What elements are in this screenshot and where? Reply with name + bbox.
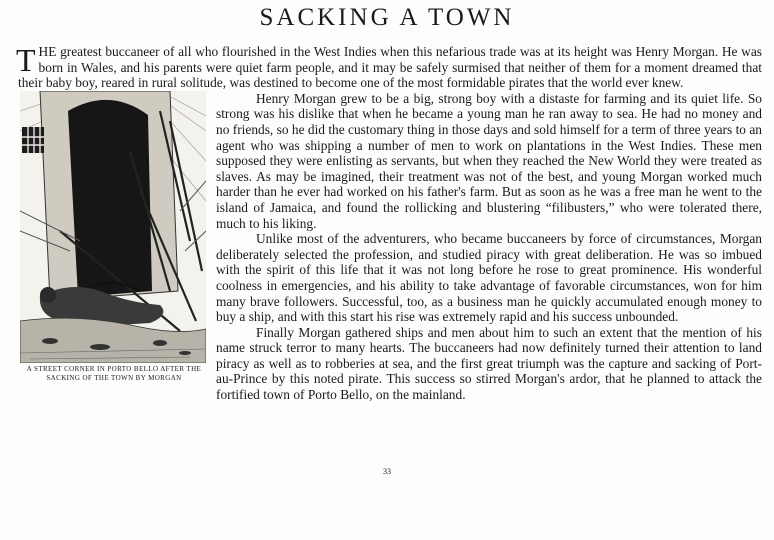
paragraph-1 xyxy=(18,44,762,91)
street-corner-illustration xyxy=(20,91,206,363)
paragraph-3: Unlike most of the adventurers, who became buccaneers by force of circumstances, Morgan deliberately selected the profession, and studied piracy with great deliberation. He was so imbued with the spirit of this life that it was not long before he rose to great prominence. His wonderful coolness in emergencies, and his ability to take advantage of favorable circumstances, won for him many brave followers. Successful, too, as a business man he quickly accumulated enough money to buy a ship, and with this start his rise was extremely rapid and his success unbounded. xyxy=(216,231,762,325)
article-body xyxy=(18,44,762,403)
paragraph-4: Finally Morgan gathered ships and men about him to such an extent that the mention of his name struck terror to many hearts. The buccaneers had now definitely turned their attention to land piracy as well as to robberies at sea, and the first great triumph was the capture and sacking of Port-au-Prince by this noted pirate. This success so stirred Morgan's ardor, that he planned to attack the fortified town of Porto Bello, on the mainland. xyxy=(216,324,762,403)
paragraph-2: Henry Morgan grew to be a big, strong boy with a distaste for farming and its quiet life. So strong was his dislike that when he became a young man he ran away to sea. He had no money and no friends, so he did the customary thing in those days and sold himself for a term of three years to an agent who was shipping a number of men to work on plantations in the West Indies. These men supposed they were enlisting as servants, but when they reached the New World they were treated as slaves. As may be imagined, their treatment was not of the best, and young Morgan worked much harder than he ever had worked on his father's farm. But as soon as he was a free man he went to the island of Jamaica, and found the rollicking and blustering “filibusters,” who were tolerated there, much to his liking. xyxy=(216,90,762,231)
illustration-caption: A STREET CORNER IN PORTO BELLO AFTER THE SACKING OF THE TOWN BY MORGAN xyxy=(26,364,202,382)
illustration-figure xyxy=(18,91,210,389)
drop-cap: T xyxy=(16,42,36,78)
paragraph-1-text: HE greatest buccaneer of all who flourished in the West Indies when this nefarious trade was at its height was Henry Morgan. He was born in Wales, and his parents were quiet farm people, and it may be safely surmised that neither of them for a moment dreamed that their baby boy, reared in rural solitude, was destined to become one of the most formidable pirates that the world ever knew. xyxy=(18,44,762,91)
page-title: SACKING A TOWN xyxy=(259,4,515,31)
page-number: 33 xyxy=(383,467,391,476)
